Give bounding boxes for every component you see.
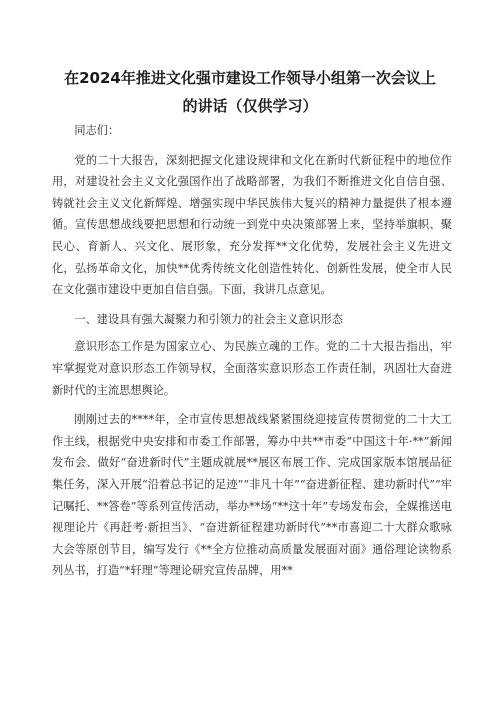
document-title: 在2024年推进文化强市建设工作领导小组第一次会议上的讲话（仅供学习） bbox=[64, 69, 436, 115]
document-body bbox=[52, 120, 452, 590]
body-paragraph: 意识形态工作是为国家立心、为民族立魂的工作。党的二十大报告指出，牢牢掌握党对意识形态工作领导权，全面落实意识形态工作责任制，巩固壮大奋进新时代的主流思想舆论。 bbox=[52, 340, 452, 397]
section-heading: 一、建设具有强大凝聚力和引领力的社会主义意识形态 bbox=[74, 312, 343, 326]
body-paragraph: 刚刚过去的****年，全市宣传思想战线紧紧围绕迎接宣传贯彻党的二十大工作主线，根据党中央安排和市委工作部署，筹办中共**市委“中国这十年·**”新闻发布会、做好“奋进新时代”主题成就展**展区布展工作、完成国家版本馆展品征集任务，深入开展“沿着总书记的足迹”“非凡十年”“奋进新征程、建功新时代”“牢记嘱托、**答卷”等系列宣传活动，举办**场“**这十年”专场发布会，全媒推送电视理论片《再赶考·新担当》、“奋进新征程建功新时代”**市喜迎二十大群众歌咏大会等原创节目，编写发行《**全方位推动高质量发展面对面》通俗理论读物系列丛书，打造“*轩理”等理论研究宣传品牌，用** bbox=[52, 413, 452, 578]
body-paragraph: 党的二十大报告，深刻把握文化建设规律和文化在新时代新征程中的地位作用，对建设社会主义文化强国作出了战略部署，为我们不断推进文化自信自强、铸就社会主义文化新辉煌、增强实现中华民族伟大复兴的精神力量提供了根本遵循。宣传思想战线要把思想和行动统一到党中央决策部署上来，坚持举旗帜、聚民心、育新人、兴文化、展形象，充分发挥**文化优势，发展社会主义先进文化，弘扬革命文化，加快**优秀传统文化创造性转化、创新性发展，使全市人民在文化强市建设中更加自信自强。下面，我讲几点意见。 bbox=[52, 153, 452, 297]
salutation: 同志们： bbox=[74, 124, 120, 137]
